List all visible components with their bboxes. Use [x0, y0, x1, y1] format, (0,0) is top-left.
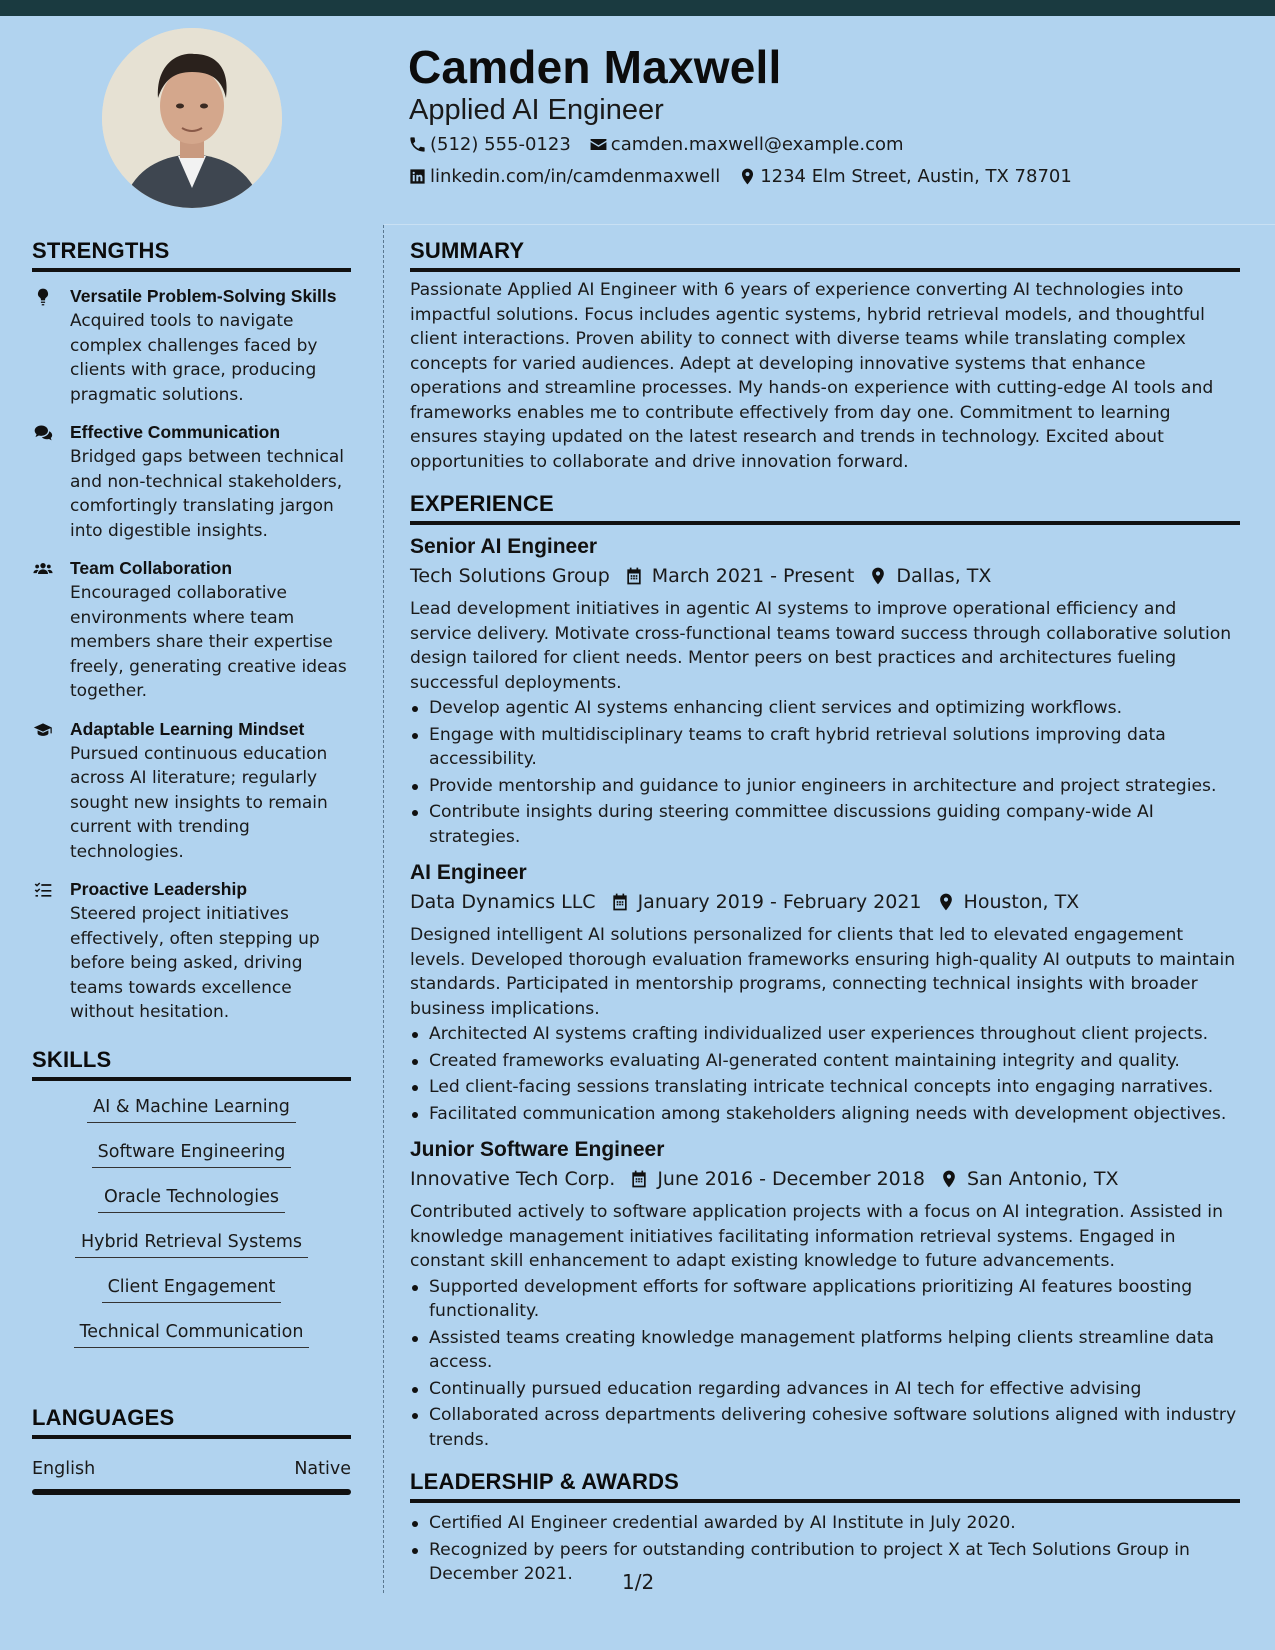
contact-row-2: [408, 166, 1090, 187]
skill-tag: Hybrid Retrieval Systems: [75, 1230, 308, 1258]
envelope-icon: [589, 135, 608, 154]
skill-tag: Software Engineering: [92, 1140, 292, 1168]
top-color-bar: [0, 0, 1275, 16]
award-item: Certified AI Engineer credential awarded by AI Institute in July 2020.: [410, 1511, 1240, 1536]
users-icon: [32, 559, 54, 579]
map-marker-icon: [936, 892, 956, 912]
profile-photo: [102, 28, 282, 208]
strength-desc: Pursued continuous education across AI literature; regularly sought new insights to remain current with trending technologies.: [70, 743, 328, 862]
strength-title: Effective Communication: [70, 422, 281, 442]
strength-item: [32, 717, 351, 865]
linkedin-text[interactable]: linkedin.com/in/camdenmaxwell: [430, 166, 721, 187]
job-entry: [410, 533, 1240, 849]
graduation-cap-icon: [32, 720, 54, 740]
candidate-title: Applied AI Engineer: [409, 94, 664, 126]
map-marker-icon: [939, 1169, 959, 1189]
language-proficiency-bar: [32, 1489, 351, 1495]
skill-tag: Oracle Technologies: [98, 1185, 285, 1213]
job-entry: [410, 1136, 1240, 1452]
job-bullet: Collaborated across departments delivering cohesive software solutions aligned with industry trends.: [410, 1403, 1240, 1452]
experience-heading: EXPERIENCE: [410, 491, 1240, 525]
job-bullet: Develop agentic AI systems enhancing client services and optimizing workflows.: [410, 696, 1240, 721]
strength-item: [32, 420, 351, 543]
skills-heading: SKILLS: [32, 1047, 351, 1081]
job-bullets: [410, 1022, 1240, 1126]
address-contact: [738, 166, 1072, 187]
address-text: 1234 Elm Street, Austin, TX 78701: [760, 166, 1072, 187]
calendar-icon: [610, 892, 630, 912]
strength-title: Proactive Leadership: [70, 879, 248, 899]
language-name: English: [32, 1458, 96, 1479]
awards-heading: LEADERSHIP & AWARDS: [410, 1469, 1240, 1503]
strengths-list: [32, 284, 351, 1025]
summary-text: Passionate Applied AI Engineer with 6 years of experience converting AI technologies into impactful solutions. Focus includes agentic systems, hybrid retrieval models, and thoughtful client interactions. Proven ability to connect with diverse teams while translating complex concepts for varied audiences. Adept at developing innovative systems that enhance operations and streamline processes. My hands-on experience with cutting-edge AI tools and frameworks enables me to contribute effectively from day one. Commitment to learning ensures staying updated on the latest research and trends in technology. Excited about opportunities to collaborate and drive innovation forward.: [410, 280, 1214, 472]
job-bullet: Led client-facing sessions translating intricate technical concepts into engaging narratives.: [410, 1075, 1240, 1100]
linkedin-icon: [408, 167, 427, 186]
job-company: Innovative Tech Corp.: [410, 1168, 616, 1190]
skills-list: [32, 1095, 351, 1365]
job-dates: June 2016 - December 2018: [657, 1168, 925, 1190]
job-description: Lead development initiatives in agentic AI systems to improve operational efficiency and service delivery. Motivate cross-functional teams toward success through collaborative solution design tailored for client needs. Mentor peers on best practices and architectures fueling successful deployments.: [410, 599, 1232, 693]
awards-list: [410, 1511, 1240, 1587]
job-dates: January 2019 - February 2021: [637, 891, 922, 913]
strength-title: Versatile Problem-Solving Skills: [70, 286, 337, 306]
strength-title: Team Collaboration: [70, 558, 233, 578]
column-divider: [383, 225, 384, 1593]
strength-desc: Acquired tools to navigate complex challenges faced by clients with grace, producing pragmatic solutions.: [70, 311, 318, 405]
job-bullet: Engage with multidisciplinary teams to craft hybrid retrieval solutions improving data accessibility.: [410, 723, 1240, 772]
job-bullet: Continually pursued education regarding advances in AI tech for effective advising: [410, 1377, 1240, 1402]
strength-item: [32, 284, 351, 407]
job-bullets: [410, 696, 1240, 849]
job-bullet: Architected AI systems crafting individualized user experiences throughout client projects.: [410, 1022, 1240, 1047]
email-contact[interactable]: [589, 134, 904, 155]
strength-item: [32, 877, 351, 1025]
email-text[interactable]: camden.maxwell@example.com: [610, 134, 904, 155]
job-description: Contributed actively to software application projects with a focus on AI integration. Assisted in knowledge management initiatives facilitating information retrieval systems. Engaged in constant skill enhancement to adapt existing knowledge to future advancements.: [410, 1202, 1223, 1271]
job-meta: [410, 1164, 1240, 1194]
lightbulb-icon: [32, 287, 54, 307]
linkedin-contact[interactable]: [408, 166, 720, 187]
phone-icon: [408, 135, 427, 154]
header-divider: [384, 224, 1275, 225]
map-marker-icon: [738, 167, 757, 186]
languages-heading: LANGUAGES: [32, 1405, 351, 1439]
skill-tag: AI & Machine Learning: [87, 1095, 296, 1123]
phone-text: (512) 555-0123: [430, 134, 571, 155]
summary-heading: SUMMARY: [410, 238, 1240, 272]
strengths-heading: STRENGTHS: [32, 238, 351, 272]
job-title: Junior Software Engineer: [410, 1138, 665, 1161]
job-location: San Antonio, TX: [966, 1168, 1119, 1190]
job-bullet: Created frameworks evaluating AI-generated content maintaining integrity and quality.: [410, 1049, 1240, 1074]
map-marker-icon: [868, 566, 888, 586]
job-location: Houston, TX: [963, 891, 1080, 913]
job-location: Dallas, TX: [896, 565, 992, 587]
skill-tag: Technical Communication: [74, 1320, 310, 1348]
skill-tag: Client Engagement: [102, 1275, 282, 1303]
job-description: Designed intelligent AI solutions personalized for clients that led to elevated engagement levels. Developed thorough evaluation frameworks ensuring high-quality AI outputs to maintain standards. Participated in mentorship programs, connecting technical insights with broader business implications.: [410, 925, 1236, 1019]
job-title: AI Engineer: [410, 861, 527, 884]
job-company: Data Dynamics LLC: [410, 891, 596, 913]
comments-icon: [32, 423, 54, 443]
strength-desc: Bridged gaps between technical and non-technical stakeholders, comfortingly translating jargon into digestible insights.: [70, 447, 345, 541]
calendar-icon: [624, 566, 644, 586]
phone-contact: [408, 134, 571, 155]
language-level: Native: [294, 1458, 351, 1479]
strength-desc: Steered project initiatives effectively, often stepping up before being asked, driving teams towards excellence without hesitation.: [70, 904, 320, 1022]
page-number: 1/2: [622, 1570, 655, 1594]
job-bullet: Contribute insights during steering committee discussions guiding company-wide AI strategies.: [410, 800, 1240, 849]
list-check-icon: [32, 880, 54, 900]
strength-item: [32, 556, 351, 704]
job-title: Senior AI Engineer: [410, 535, 598, 558]
job-company: Tech Solutions Group: [410, 565, 610, 587]
award-item: Recognized by peers for outstanding contribution to project X at Tech Solutions Group in December 2021.: [410, 1538, 1240, 1587]
job-dates: March 2021 - Present: [651, 565, 855, 587]
job-bullet: Supported development efforts for software applications prioritizing AI features boosting functionality.: [410, 1275, 1240, 1324]
strength-desc: Encouraged collaborative environments where team members share their expertise freely, generating creative ideas together.: [70, 583, 347, 701]
job-bullet: Provide mentorship and guidance to junior engineers in architecture and project strategies.: [410, 774, 1240, 799]
job-meta: [410, 561, 1240, 591]
main-column: [410, 238, 1240, 1589]
candidate-name: Camden Maxwell: [408, 41, 782, 93]
job-bullets: [410, 1275, 1240, 1453]
job-bullet: Facilitated communication among stakeholders aligning needs with development objectives.: [410, 1102, 1240, 1127]
language-row: [32, 1459, 351, 1479]
job-bullet: Assisted teams creating knowledge management platforms helping clients streamline data access.: [410, 1326, 1240, 1375]
calendar-icon: [629, 1169, 649, 1189]
contact-row-1: [408, 134, 922, 155]
job-entry: [410, 859, 1240, 1126]
strength-title: Adaptable Learning Mindset: [70, 718, 305, 739]
sidebar: [32, 238, 351, 1495]
job-meta: [410, 887, 1240, 917]
